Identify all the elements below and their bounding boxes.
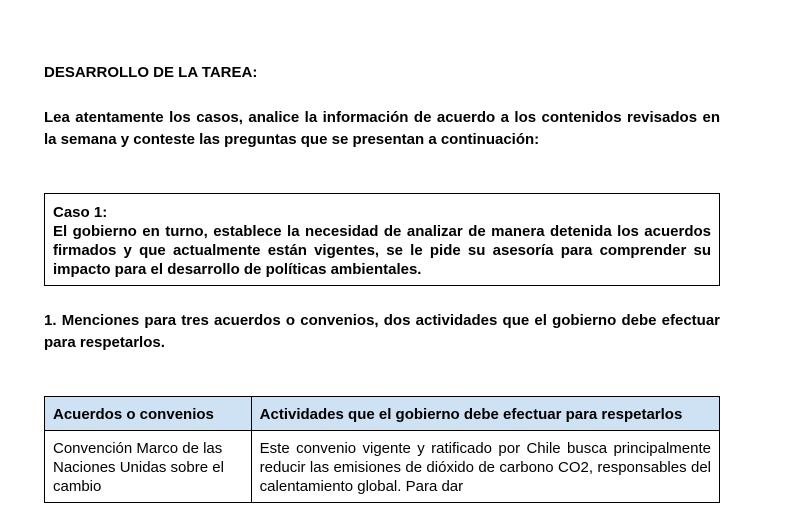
- question-1: 1. Menciones para tres acuerdos o convenios, dos actividades que el gobierno debe efectuar para respetarlos.: [44, 312, 720, 351]
- header-agreements: Acuerdos o convenios: [45, 397, 252, 431]
- cell-activities: Este convenio vigente y ratificado por Chile busca principalmente reducir las emisiones de dióxido de carbono CO2, responsables del calentamiento global. Para dar: [251, 431, 719, 503]
- case-title: Caso 1:: [53, 204, 108, 221]
- table-header-row: [45, 397, 720, 431]
- instructions-paragraph: Lea atentamente los casos, analice la información de acuerdo a los contenidos revisados en la semana y conteste las preguntas que se presentan a continuación:: [44, 109, 720, 148]
- section-heading: DESARROLLO DE LA TAREA:: [44, 64, 258, 81]
- agreements-table: [44, 396, 720, 503]
- case-description: El gobierno en turno, establece la necesidad de analizar de manera detenida los acuerdos firmados y que actualmente están vigentes, se le pide su asesoría para comprender su impacto para el desarrollo de políticas ambientales.: [53, 223, 711, 278]
- header-activities: Actividades que el gobierno debe efectuar para respetarlos: [251, 397, 719, 431]
- case-box: [44, 193, 720, 286]
- table-row: [45, 431, 720, 503]
- cell-agreement: Convención Marco de las Naciones Unidas sobre el cambio: [45, 431, 252, 503]
